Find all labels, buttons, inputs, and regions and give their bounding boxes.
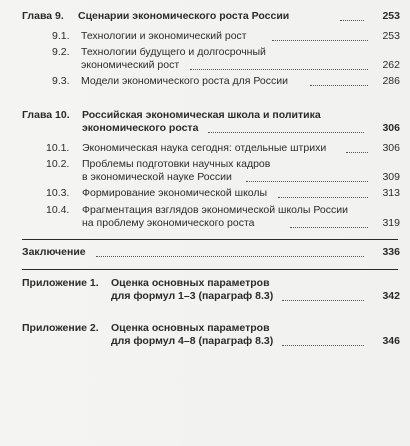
page-number: 309 — [382, 171, 400, 183]
leader-dots — [208, 132, 364, 133]
chapter-title: Сценарии экономического роста России — [78, 10, 290, 22]
leader-dots — [310, 85, 368, 86]
appendix-title: для формул 1–3 (параграф 8.3) — [111, 290, 274, 302]
section-title: Модели экономического роста для России — [81, 75, 288, 87]
leader-dots — [346, 152, 368, 153]
section-title: Проблемы подготовки научных кадров — [82, 158, 271, 170]
section-title: Технологии и экономический рост — [81, 30, 247, 42]
page-number: 313 — [382, 187, 400, 199]
leader-dots — [96, 256, 364, 257]
leader-dots — [278, 197, 368, 198]
section-title: Формирование экономической школы — [82, 187, 268, 199]
appendix-label: Приложение 2. — [22, 322, 99, 334]
appendix-title: Оценка основных параметров — [111, 322, 270, 334]
leader-dots — [340, 20, 364, 21]
section-title: Фрагментация взглядов экономической школы России — [82, 204, 348, 216]
leader-dots — [272, 40, 368, 41]
leader-dots — [282, 300, 364, 301]
appendix-label: Приложение 1. — [22, 277, 99, 289]
page-number: 346 — [382, 335, 400, 347]
leader-dots — [246, 181, 368, 182]
page-number: 336 — [382, 246, 400, 258]
page-number: 306 — [382, 122, 400, 134]
section-number: 10.2. — [46, 158, 70, 170]
leader-dots — [290, 227, 368, 228]
section-number: 10.3. — [46, 187, 70, 199]
section-number: 10.1. — [46, 142, 70, 154]
page-number: 253 — [382, 30, 400, 42]
section-title: на проблему экономического роста — [82, 217, 255, 229]
appendix-title: для формул 4–8 (параграф 8.3) — [111, 335, 274, 347]
leader-dots — [282, 345, 364, 346]
page-number: 262 — [382, 59, 400, 71]
page-number: 342 — [382, 290, 400, 302]
section-number: 10.4. — [46, 204, 70, 216]
section-number: 9.3. — [52, 75, 70, 87]
conclusion-title: Заключение — [22, 246, 86, 258]
section-number: 9.1. — [52, 30, 70, 42]
section-number: 9.2. — [52, 46, 70, 58]
section-title: в экономической науке России — [82, 171, 232, 183]
chapter-title: экономического роста — [82, 122, 199, 134]
page-number: 286 — [382, 75, 400, 87]
leader-dots — [190, 69, 368, 70]
section-title: Технологии будущего и долгосрочный — [81, 46, 266, 58]
divider — [22, 239, 398, 240]
chapter-label: Глава 9. — [22, 10, 64, 22]
appendix-title: Оценка основных параметров — [111, 277, 270, 289]
section-title: Экономическая наука сегодня: отдельные штрихи — [82, 142, 327, 154]
page-number: 319 — [382, 217, 400, 229]
page-number: 253 — [382, 10, 400, 22]
page-number: 306 — [382, 142, 400, 154]
chapter-title: Российская экономическая школа и политика — [82, 109, 321, 121]
chapter-label: Глава 10. — [22, 109, 70, 121]
divider — [22, 269, 398, 270]
section-title: экономический рост — [81, 59, 180, 71]
